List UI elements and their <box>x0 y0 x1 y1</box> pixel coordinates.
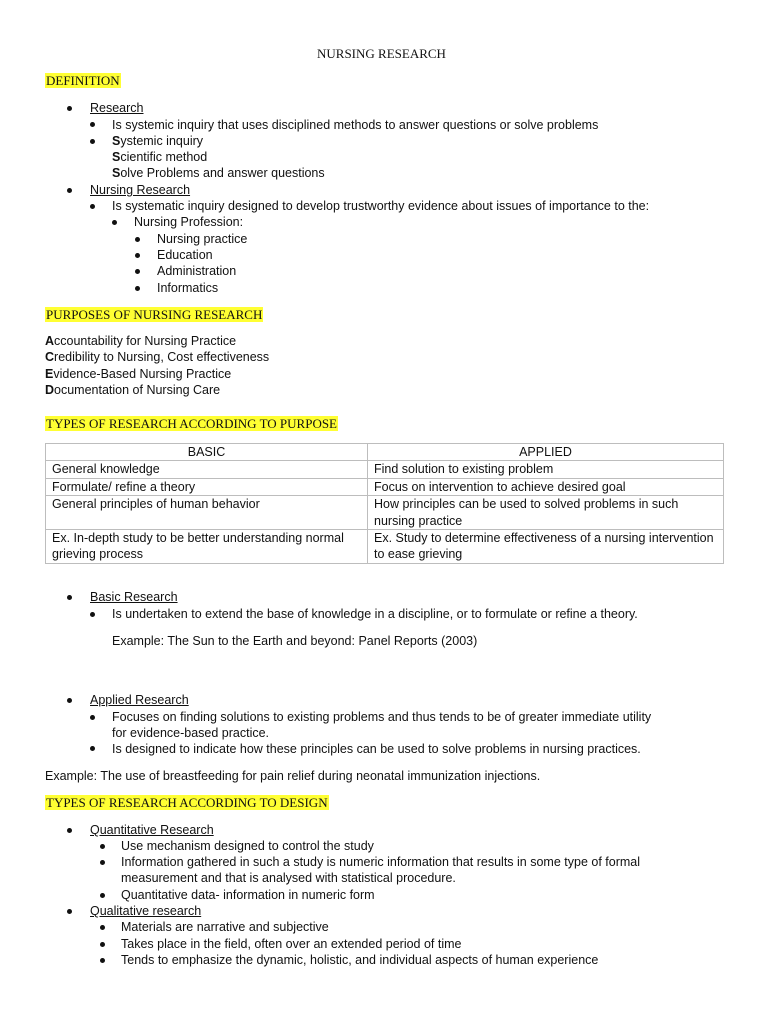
table-cell: Ex. In-depth study to be better understanding normal grieving process <box>46 530 368 564</box>
table-cell: Focus on intervention to achieve desired goal <box>368 478 724 495</box>
list-item: Education <box>157 248 213 262</box>
basic-research-desc: Is undertaken to extend the base of knowledge in a discipline, or to formulate or refine a theory. <box>112 607 638 621</box>
applied-research-desc: Focuses on finding solutions to existing problems and thus tends to be of greater immediate utility <box>112 710 652 724</box>
applied-research-label: Applied Research <box>90 693 189 707</box>
bullet-icon <box>90 204 95 209</box>
column-header-basic: BASIC <box>46 444 368 461</box>
bullet-icon <box>90 139 95 144</box>
bullet-icon <box>90 122 95 127</box>
section-heading-types-design: TYPES OF RESEARCH ACCORDING TO DESIGN <box>46 795 328 810</box>
table-row <box>46 461 724 478</box>
research-label: Research <box>90 101 144 115</box>
qualitative-research-label: Qualitative research <box>90 904 202 918</box>
bullet-icon <box>100 925 105 930</box>
bullet-icon <box>90 715 95 720</box>
table-cell: General knowledge <box>46 461 368 478</box>
section-heading-definition: DEFINITION <box>46 73 120 88</box>
acronym-line: Systemic inquiry <box>112 134 204 148</box>
applied-research-desc-2: Is designed to indicate how these principles can be used to solve problems in nursing practices. <box>112 742 641 756</box>
bullet-icon <box>100 844 105 849</box>
bullet-icon <box>100 942 105 947</box>
bullet-icon <box>67 698 72 703</box>
bullet-icon <box>135 286 140 291</box>
quantitative-research-label: Quantitative Research <box>90 823 214 837</box>
list-item: Informatics <box>157 281 219 295</box>
nursing-research-desc: Is systematic inquiry designed to develop trustworthy evidence about issues of importance to the: <box>112 199 650 213</box>
basic-research-example: Example: The Sun to the Earth and beyond: Panel Reports (2003) <box>112 634 478 648</box>
bullet-icon <box>67 828 72 833</box>
bullet-icon <box>135 253 140 258</box>
list-item: Administration <box>157 264 237 278</box>
nursing-research-label: Nursing Research <box>90 183 191 197</box>
list-item: Materials are narrative and subjective <box>121 920 329 934</box>
table-row <box>46 478 724 495</box>
table-cell: Ex. Study to determine effectiveness of a nursing intervention to ease grieving <box>368 530 724 564</box>
purpose-item: Documentation of Nursing Care <box>45 383 221 397</box>
bullet-icon <box>112 220 117 225</box>
list-item: Use mechanism designed to control the study <box>121 839 374 853</box>
table-cell: Formulate/ refine a theory <box>46 478 368 495</box>
bullet-icon <box>100 860 105 865</box>
bullet-icon <box>67 595 72 600</box>
bullet-icon <box>90 612 95 617</box>
bullet-icon <box>90 746 95 751</box>
list-item: Nursing practice <box>157 232 248 246</box>
bullet-icon <box>135 237 140 242</box>
section-heading-types-purpose: TYPES OF RESEARCH ACCORDING TO PURPOSE <box>46 416 338 431</box>
bullet-icon <box>100 893 105 898</box>
table-header-row <box>46 444 724 461</box>
bullet-icon <box>67 188 72 193</box>
purpose-item: Evidence-Based Nursing Practice <box>45 367 232 381</box>
bullet-icon <box>67 106 72 111</box>
list-item: Tends to emphasize the dynamic, holistic, and individual aspects of human experience <box>121 953 599 967</box>
applied-research-desc-cont: for evidence-based practice. <box>112 726 270 740</box>
list-item: Information gathered in such a study is numeric information that results in some type of formal <box>121 855 640 869</box>
bullet-icon <box>67 909 72 914</box>
profession-label: Nursing Profession: <box>134 215 244 229</box>
purpose-item: Accountability for Nursing Practice <box>45 334 237 348</box>
acronym-line: Solve Problems and answer questions <box>112 166 325 180</box>
page-title: NURSING RESEARCH <box>317 46 446 61</box>
column-header-applied: APPLIED <box>368 444 724 461</box>
applied-research-example: Example: The use of breastfeeding for pain relief during neonatal immunization injections. <box>45 769 541 783</box>
basic-research-label: Basic Research <box>90 590 178 604</box>
table-row <box>46 496 724 530</box>
table-cell: General principles of human behavior <box>46 496 368 530</box>
section-heading-purposes: PURPOSES OF NURSING RESEARCH <box>46 307 263 322</box>
bullet-icon <box>135 269 140 274</box>
research-types-table <box>45 443 724 564</box>
table-cell: How principles can be used to solved problems in such nursing practice <box>368 496 724 530</box>
acronym-line: Scientific method <box>112 150 208 164</box>
list-item: Takes place in the field, often over an extended period of time <box>121 937 462 951</box>
table-row <box>46 530 724 564</box>
bullet-icon <box>100 958 105 963</box>
table-cell: Find solution to existing problem <box>368 461 724 478</box>
list-item-cont: measurement and that is analysed with statistical procedure. <box>121 871 456 885</box>
list-item: Quantitative data- information in numeric form <box>121 888 375 902</box>
purpose-item: Credibility to Nursing, Cost effectiveness <box>45 350 270 364</box>
research-desc: Is systemic inquiry that uses disciplined methods to answer questions or solve problems <box>112 118 599 132</box>
